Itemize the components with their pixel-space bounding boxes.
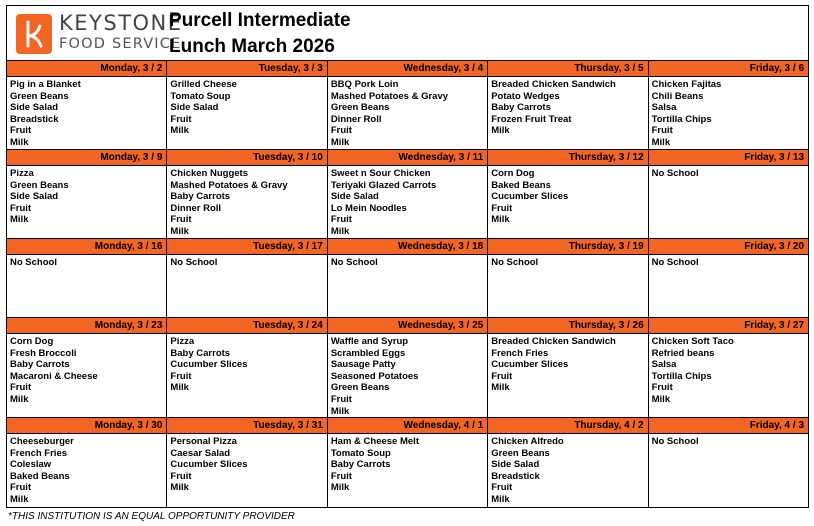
menu-item: French Fries [10,447,68,459]
day-cell [7,318,167,418]
day-menu [7,334,166,406]
menu-item: Milk [491,214,510,226]
menu-item: Pizza [10,168,34,179]
day-header: Tuesday, 3 / 31 [167,418,326,434]
day-menu [7,166,166,226]
menu-item: Breaded Chicken Sandwich [491,336,616,347]
menu-item: Breadstick [491,470,540,482]
menu-item: Potato Wedges [491,90,560,102]
day-header: Thursday, 3 / 26 [488,318,647,334]
day-menu [328,434,487,494]
menu-item: Tomato Soup [330,447,391,459]
menu-header [6,5,809,60]
day-menu [167,77,326,137]
menu-item: Sweet n Sour Chicken [330,168,431,179]
menu-item: Tortilla Chips [651,113,712,125]
day-menu [167,255,326,269]
menu-item: Tomato Soup [170,90,231,102]
menu-item: Corn Dog [10,336,54,347]
menu-item: Side Salad [330,191,379,203]
menu-item: Refried beans [651,347,715,359]
menu-item: Personal Pizza [170,436,237,447]
day-header: Monday, 3 / 23 [7,318,166,334]
day-menu [488,255,647,269]
day-cell [328,318,488,418]
day-header: Friday, 3 / 20 [649,239,808,255]
menu-item: Green Beans [491,447,550,459]
menu-item: Fruit [491,482,513,494]
day-menu [167,166,326,238]
menu-item: Baby Carrots [170,191,231,203]
day-cell [328,61,488,150]
menu-item: Milk [170,225,189,237]
menu-item: Milk [491,493,510,505]
menu-item: Cheeseburger [10,436,74,447]
menu-item: Fruit [10,202,32,214]
menu-item: Cucumber Slices [170,459,248,471]
menu-item: Macaroni & Cheese [10,370,98,382]
menu-item: Fruit [170,214,192,226]
menu-item: Fruit [170,370,192,382]
menu-item: No School [651,436,699,447]
menu-item: Milk [330,405,350,417]
day-cell [7,150,167,239]
day-header: Friday, 3 / 6 [649,61,808,77]
menu-item: Cucumber Slices [491,359,569,371]
day-menu [328,255,487,269]
menu-item: Pig in a Blanket [10,79,81,90]
menu-item: Dinner Roll [170,202,222,214]
menu-item: Cucumber Slices [491,191,569,203]
menu-item: Fruit [10,482,32,494]
menu-title: Lunch March 2026 [169,36,335,57]
menu-item: Dinner Roll [330,113,382,125]
day-cell [488,61,648,150]
day-menu [328,334,487,417]
menu-item: No School [10,257,57,268]
day-header: Wednesday, 3 / 4 [328,61,487,77]
menu-item: Scrambled Eggs [330,347,406,359]
menu-item: Fruit [330,214,352,226]
day-cell [7,418,167,508]
brand-subtitle: FOOD SERVICE [59,36,182,52]
day-menu [167,334,326,394]
day-header: Monday, 3 / 30 [7,418,166,434]
day-menu [649,334,808,406]
day-menu [328,166,487,238]
school-title: Purcell Intermediate [169,10,351,31]
menu-item: Fruit [651,382,673,394]
day-header: Wednesday, 3 / 11 [328,150,487,166]
day-header: Monday, 3 / 9 [7,150,166,166]
menu-item: Grilled Cheese [170,79,237,90]
day-header: Monday, 3 / 2 [7,61,166,77]
day-header: Wednesday, 3 / 18 [328,239,487,255]
menu-item: Chicken Fajitas [651,79,722,90]
menu-item: Baby Carrots [330,459,391,471]
menu-item: Milk [651,393,671,405]
day-menu [649,255,808,269]
menu-item: Salsa [651,102,677,114]
menu-item: Caesar Salad [170,447,231,459]
menu-item: Chicken Alfredo [491,436,564,447]
day-menu [649,166,808,180]
menu-item: Fruit [330,393,352,405]
menu-calendar [6,60,809,508]
menu-item: Tortilla Chips [651,370,712,382]
menu-item: Chicken Soft Taco [651,336,734,347]
menu-item: Ham & Cheese Melt [330,436,419,447]
menu-item: Waffle and Syrup [330,336,409,347]
menu-item: Milk [491,382,510,394]
day-header: Friday, 4 / 3 [649,418,808,434]
menu-item: Milk [330,136,350,148]
menu-item: Pizza [170,336,195,347]
menu-item: Milk [10,136,29,148]
menu-item: Baby Carrots [491,102,551,114]
menu-item: Side Salad [491,459,540,471]
menu-item: Fruit [651,125,673,137]
day-menu [649,434,808,448]
day-cell [167,239,327,318]
menu-item: Milk [170,382,189,394]
menu-item: Fruit [330,470,352,482]
day-header: Tuesday, 3 / 10 [167,150,326,166]
menu-item: Baked Beans [491,179,551,191]
menu-item: Seasoned Potatoes [330,370,419,382]
day-cell [167,418,327,508]
menu-item: BBQ Pork Loin [330,79,399,90]
day-header: Friday, 3 / 27 [649,318,808,334]
menu-item: Mashed Potatoes & Gravy [330,90,449,102]
day-header: Friday, 3 / 13 [649,150,808,166]
menu-item: No School [170,257,218,268]
menu-item: Chili Beans [651,90,704,102]
day-menu [488,334,647,394]
day-cell [167,318,327,418]
menu-item: Milk [330,482,350,494]
day-header: Thursday, 4 / 2 [488,418,647,434]
day-header: Tuesday, 3 / 17 [167,239,326,255]
menu-item: Baby Carrots [170,347,231,359]
day-menu [488,434,647,506]
menu-item: Green Beans [330,102,390,114]
menu-item: Baked Beans [10,470,70,482]
day-menu [7,77,166,149]
menu-item: No School [651,257,699,268]
day-menu [7,434,166,506]
menu-item: Coleslaw [10,459,52,471]
menu-item: Fruit [170,113,192,125]
menu-item: Corn Dog [491,168,535,179]
k-logo-icon [16,14,52,54]
day-cell [649,318,809,418]
menu-item: Fruit [10,125,32,137]
day-header: Wednesday, 4 / 1 [328,418,487,434]
week-row [7,318,809,418]
day-header: Thursday, 3 / 12 [488,150,647,166]
menu-item: Salsa [651,359,677,371]
day-cell [649,61,809,150]
footer-note: *THIS INSTITUTION IS AN EQUAL OPPORTUNITY PROVIDER [8,511,295,522]
day-cell [649,418,809,508]
day-header: Tuesday, 3 / 3 [167,61,326,77]
day-cell [488,418,648,508]
day-cell [167,61,327,150]
menu-item: Milk [491,125,510,137]
menu-item: Fruit [10,382,32,394]
week-row [7,239,809,318]
day-cell [488,239,648,318]
menu-item: Milk [10,214,29,226]
day-header: Tuesday, 3 / 24 [167,318,326,334]
menu-item: Fruit [491,202,513,214]
menu-item: Baby Carrots [10,359,70,371]
day-menu [488,166,647,226]
menu-item: No School [651,168,699,179]
menu-item: Side Salad [170,102,219,114]
menu-item: Fruit [491,370,513,382]
menu-item: Milk [10,393,29,405]
day-cell [649,150,809,239]
day-cell [649,239,809,318]
menu-item: Milk [170,482,189,494]
week-row [7,61,809,150]
menu-item: French Fries [491,347,549,359]
menu-item: Cucumber Slices [170,359,248,371]
menu-item: Breadstick [10,113,59,125]
day-cell [328,239,488,318]
menu-item: Milk [10,493,29,505]
day-cell [167,150,327,239]
menu-item: Breaded Chicken Sandwich [491,79,616,90]
brand-name: KEYSTONE [59,11,183,35]
day-cell [328,418,488,508]
day-cell [328,150,488,239]
day-cell [488,318,648,418]
menu-item: Fresh Broccoli [10,347,77,359]
day-cell [7,61,167,150]
day-cell [488,150,648,239]
day-menu [167,434,326,494]
week-row [7,418,809,508]
menu-item: Lo Mein Noodles [330,202,407,214]
day-header: Thursday, 3 / 19 [488,239,647,255]
menu-item: Milk [330,225,350,237]
day-header: Wednesday, 3 / 25 [328,318,487,334]
menu-item: Frozen Fruit Treat [491,113,572,125]
menu-item: Green Beans [10,90,69,102]
day-menu [488,77,647,137]
menu-item: Mashed Potatoes & Gravy [170,179,288,191]
menu-item: Teriyaki Glazed Carrots [330,179,437,191]
menu-item: Fruit [330,125,352,137]
menu-item: Milk [651,136,671,148]
menu-item: Chicken Nuggets [170,168,249,179]
week-row [7,150,809,239]
day-header: Monday, 3 / 16 [7,239,166,255]
menu-item: Milk [170,125,189,137]
day-header: Thursday, 3 / 5 [488,61,647,77]
day-menu [7,255,166,269]
day-menu [649,77,808,149]
menu-item: No School [330,257,378,268]
menu-item: Sausage Patty [330,359,396,371]
menu-item: No School [491,257,539,268]
menu-item: Side Salad [10,102,59,114]
menu-item: Side Salad [10,191,59,203]
menu-item: Fruit [170,470,192,482]
menu-item: Green Beans [10,179,69,191]
menu-item: Green Beans [330,382,390,394]
day-cell [7,239,167,318]
day-menu [328,77,487,149]
